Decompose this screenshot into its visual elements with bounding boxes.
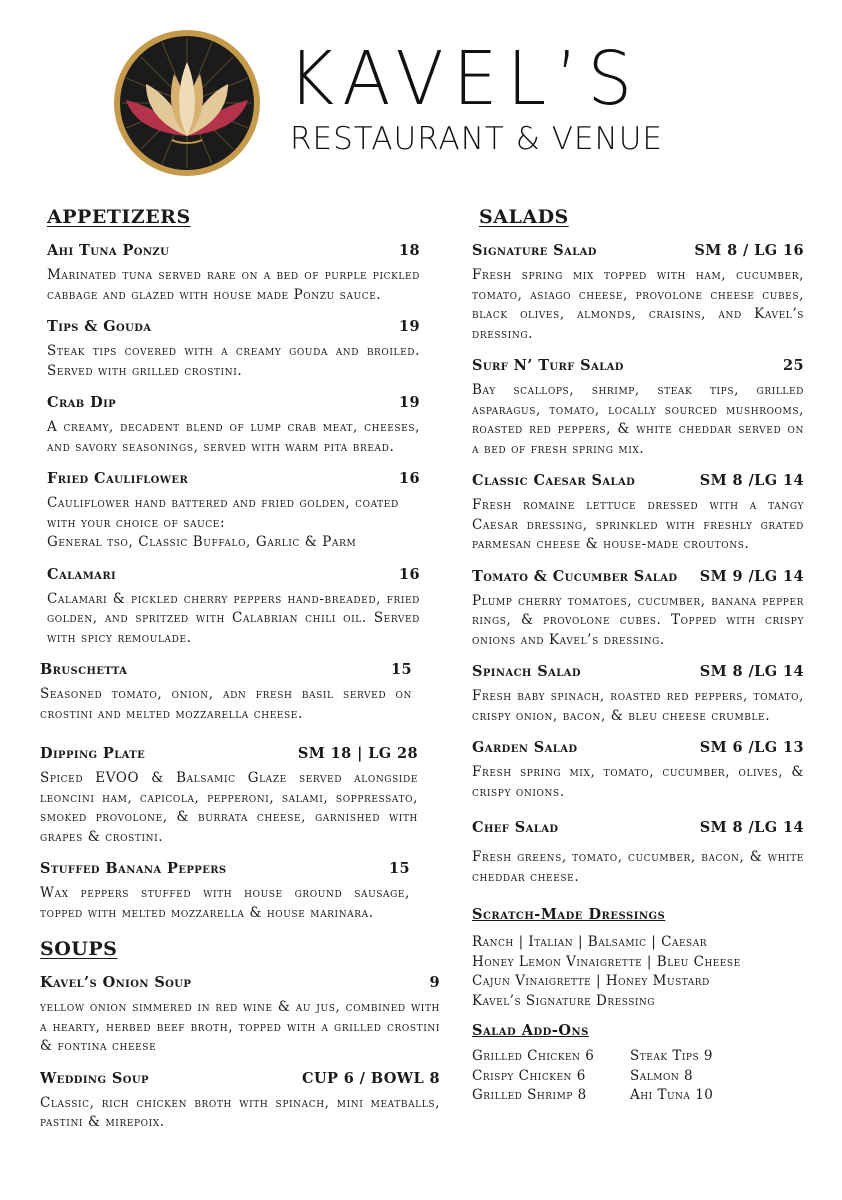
item-price: SM 8 /LG 14 [699,819,804,836]
item-description: Fresh romaine lettuce dressed with a tangy Caesar dressing, sprinkled with freshly grated parmesan cheese & house-made croutons. [472,497,804,552]
item-price: 19 [399,394,420,411]
menu-item [40,973,440,1057]
item-name: Dipping Plate [40,745,146,762]
addons-section [472,1021,804,1106]
dressing-line: Cajun Vinaigrette | Honey Mustard [472,973,710,989]
item-name: Signature Salad [472,242,597,259]
item-description: Plump cherry tomatoes, cucumber, banana pepper rings, & provolone cubes. Topped with crispy onions and Kavel’s dressing. [472,592,804,648]
menu-item [472,567,804,651]
item-price: 19 [399,318,420,335]
dressing-line: Ranch | Italian | Balsamic | Caesar [472,934,707,950]
appetizers-title: APPETIZERS [47,206,191,228]
lotus-logo-icon [112,28,262,178]
restaurant-subtitle: RESTAURANT & VENUE [290,121,663,157]
item-price: SM 8 /LG 14 [699,472,804,489]
item-description: Fresh baby spinach, roasted red peppers, tomato, crispy onion, bacon, & bleu cheese crumble. [472,688,804,724]
item-price: 25 [783,357,804,374]
item-name: Wedding Soup [40,1069,149,1087]
dressings-title: Scratch-Made Dressings [472,906,666,923]
item-description: Marinated tuna served rare on a bed of purple pickled cabbage and glazed with house made Ponzu sauce. [47,267,420,303]
menu-item [472,471,804,555]
menu-item [472,738,804,802]
item-name: Bruschetta [40,661,128,678]
menu-item [47,317,420,381]
menu-item [40,1069,440,1133]
item-price: 15 [391,661,412,678]
menu-item [47,469,420,553]
dressing-line: Kavel’s Signature Dressing [472,992,655,1009]
menu-item [47,565,420,649]
item-description: yellow onion simmered in red wine & au jus, combined with a hearty, herbed beef broth, topped with a grilled crostini & fontina cheese [40,999,440,1054]
item-description: A creamy, decadent blend of lump crab meat, cheeses, and savory seasonings, served with warm pita bread. [47,419,420,455]
dressings-section [472,905,804,1011]
addons-title: Salad Add-Ons [472,1022,589,1039]
menu-item [472,818,804,887]
item-description: Cauliflower hand battered and fried golden, coated with your choice of sauce: [47,495,399,531]
item-name: Calamari [47,565,117,583]
item-description: Fresh greens, tomato, cucumber, bacon, & white cheddar cheese. [472,849,804,885]
item-name: Surf N’ Turf Salad [472,357,624,374]
item-name: Kavel’s Onion Soup [40,974,192,991]
item-price: CUP 6 / BOWL 8 [302,1069,440,1087]
right-column [472,205,804,1106]
menu-item [40,660,412,724]
menu-item [40,859,410,923]
dressing-line: Honey Lemon Vinaigrette | Bleu Cheese [472,953,741,970]
menu-header [0,0,842,190]
item-price: SM 8 / LG 16 [694,242,804,259]
item-description: Calamari & pickled cherry peppers hand-breaded, fried golden, and spritzed with Calabrian chili oil. Served with spicy remoulade. [47,590,420,646]
item-name: Ahi Tuna Ponzu [47,242,170,259]
soups-title: SOUPS [40,938,118,960]
addon-item: Grilled Shrimp 8 [472,1087,587,1103]
addons-col [630,1047,713,1106]
addons-col [472,1047,630,1106]
item-price: 15 [389,860,410,877]
item-name: Tips & Gouda [47,318,152,335]
item-name: Stuffed Banana Peppers [40,860,227,877]
menu-item [472,356,804,459]
addon-item: Steak Tips 9 [630,1048,713,1064]
item-name: Chef Salad [472,819,559,836]
item-price: SM 9 /LG 14 [699,567,804,585]
item-name: Fried Cauliflower [47,470,189,487]
left-column [40,205,440,1145]
item-description: Fresh spring mix topped with ham, cucumber, tomato, asiago cheese, provolone cheese cubes, black olives, almonds, craisins, and Kavel’s dressing. [472,267,804,342]
item-name: Spinach Salad [472,663,581,680]
item-name: Tomato & Cucumber Salad [472,567,678,585]
item-price: SM 8 /LG 14 [699,663,804,680]
item-price: 16 [399,565,420,583]
addon-item: Crispy Chicken 6 [472,1067,586,1084]
item-price: SM 18 | LG 28 [297,745,418,762]
menu-item [47,393,420,457]
menu-item [472,662,804,726]
item-price: 18 [399,242,420,259]
sauce-options: General tso, Classic Buffalo, Garlic & Parm [47,534,357,550]
addon-item: Grilled Chicken 6 [472,1048,595,1064]
item-description: Classic, rich chicken broth with spinach, mini meatballs, pastini & mirepoix. [40,1094,440,1130]
item-price: SM 6 /LG 13 [699,739,804,756]
menu-item [40,744,418,847]
menu-item [472,241,804,344]
item-name: Crab Dip [47,394,117,411]
item-name: Classic Caesar Salad [472,472,636,489]
salads-title: SALADS [479,206,569,228]
item-price: 16 [399,470,420,487]
item-description: Spiced EVOO & Balsamic Glaze served alongside leoncini ham, capicola, pepperoni, salami, soppressato, smoked provolone, & burrata cheese, garnished with grapes & crostini. [40,770,418,845]
restaurant-name: KAVEL’S [288,36,642,122]
item-description: Wax peppers stuffed with house ground sausage, topped with melted mozzarella & house marinara. [40,885,410,921]
item-price: 9 [429,974,440,991]
item-description: Seasoned tomato, onion, adn fresh basil served on crostini and melted mozzarella cheese. [40,686,412,722]
addon-item: Salmon 8 [630,1067,694,1084]
addon-item: Ahi Tuna 10 [630,1087,714,1103]
item-description: Bay scallops, shrimp, steak tips, grilled asparagus, tomato, locally sourced mushrooms, roasted red peppers, & white cheddar served on a bed of fresh spring mix. [472,382,804,457]
item-description: Fresh spring mix, tomato, cucumber, olives, & crispy onions. [472,764,804,800]
item-description: Steak tips covered with a creamy gouda and broiled. Served with grilled crostini. [47,343,420,379]
menu-item [47,241,420,305]
item-name: Garden Salad [472,739,578,756]
